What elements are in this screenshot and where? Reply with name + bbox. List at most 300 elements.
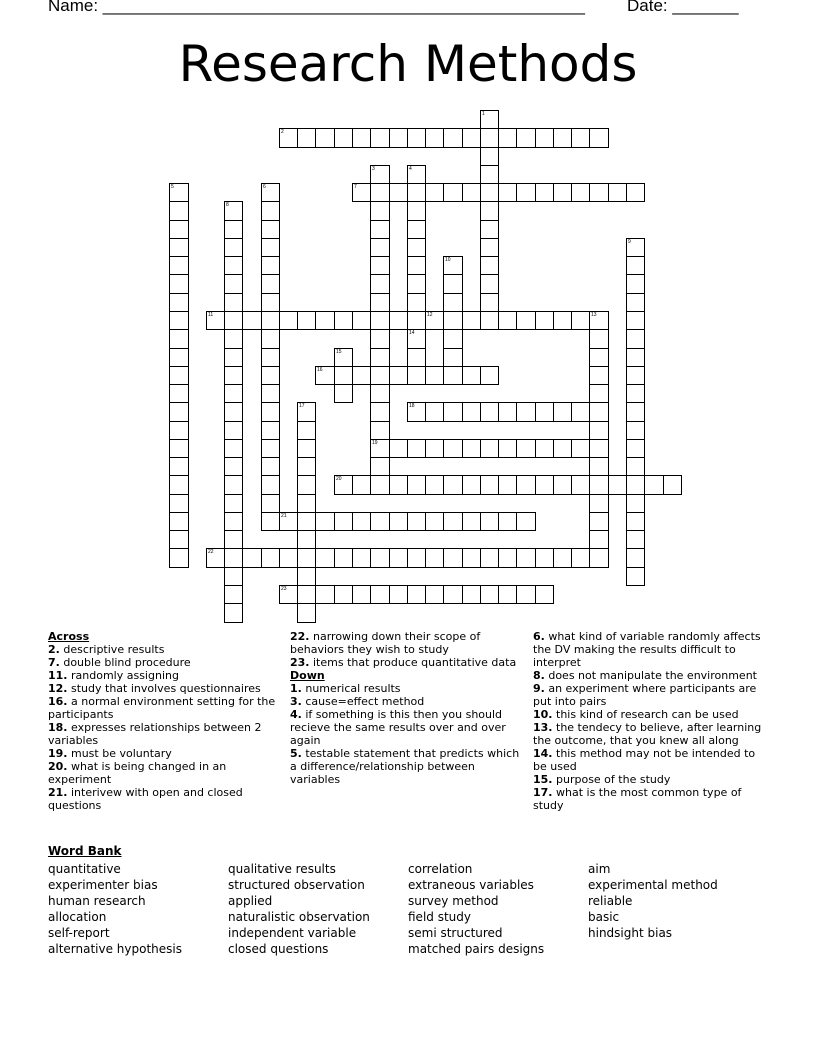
grid-cell[interactable] xyxy=(297,128,316,148)
grid-cell[interactable] xyxy=(407,165,426,184)
grid-cell[interactable] xyxy=(535,402,554,422)
grid-cell[interactable] xyxy=(480,293,499,312)
grid-cell[interactable] xyxy=(169,384,189,403)
grid-cell[interactable] xyxy=(169,512,189,531)
grid-cell[interactable] xyxy=(169,366,189,385)
grid-cell[interactable] xyxy=(480,201,499,221)
grid-cell[interactable] xyxy=(626,238,645,257)
grid-cell[interactable] xyxy=(443,329,463,349)
grid-cell[interactable] xyxy=(443,475,463,495)
grid-cell[interactable] xyxy=(224,384,243,403)
grid-cell[interactable] xyxy=(169,329,189,349)
grid-cell[interactable] xyxy=(535,183,554,202)
grid-cell[interactable] xyxy=(553,439,572,458)
grid-cell[interactable] xyxy=(206,311,225,330)
grid-cell[interactable] xyxy=(571,183,590,202)
grid-cell[interactable] xyxy=(169,548,189,568)
grid-cell[interactable] xyxy=(370,238,390,257)
grid-cell[interactable] xyxy=(626,183,645,202)
grid-cell[interactable] xyxy=(352,183,371,202)
grid-cell[interactable] xyxy=(370,183,390,202)
grid-cell[interactable] xyxy=(425,366,444,385)
grid-cell[interactable] xyxy=(297,567,316,586)
grid-cell[interactable] xyxy=(370,384,390,403)
grid-cell[interactable] xyxy=(626,256,645,275)
grid-cell[interactable] xyxy=(498,402,517,422)
grid-cell[interactable] xyxy=(297,311,316,330)
grid-cell[interactable] xyxy=(224,512,243,531)
grid-cell[interactable] xyxy=(279,585,298,604)
grid-cell[interactable] xyxy=(389,183,408,202)
grid-cell[interactable] xyxy=(169,421,189,440)
grid-cell[interactable] xyxy=(169,348,189,367)
grid-cell[interactable] xyxy=(334,512,353,531)
grid-cell[interactable] xyxy=(480,110,499,129)
grid-cell[interactable] xyxy=(224,457,243,476)
grid-cell[interactable] xyxy=(169,475,189,495)
grid-cell[interactable] xyxy=(352,475,371,495)
grid-cell[interactable] xyxy=(535,439,554,458)
grid-cell[interactable] xyxy=(571,402,590,422)
grid-cell[interactable] xyxy=(553,183,572,202)
grid-cell[interactable] xyxy=(443,274,463,294)
grid-cell[interactable] xyxy=(443,128,463,148)
grid-cell[interactable] xyxy=(535,311,554,330)
grid-cell[interactable] xyxy=(462,512,481,531)
grid-cell[interactable] xyxy=(626,494,645,513)
grid-cell[interactable] xyxy=(352,311,371,330)
grid-cell[interactable] xyxy=(443,348,463,367)
grid-cell[interactable] xyxy=(315,366,335,385)
grid-cell[interactable] xyxy=(462,402,481,422)
grid-cell[interactable] xyxy=(407,512,426,531)
grid-cell[interactable] xyxy=(224,548,243,568)
clue-text: this method may not be intended to be used xyxy=(533,747,756,773)
grid-cell[interactable] xyxy=(315,128,335,148)
grid-cell[interactable] xyxy=(535,128,554,148)
grid-cell[interactable] xyxy=(589,311,609,330)
grid-cell[interactable] xyxy=(516,439,536,458)
grid-cell[interactable] xyxy=(224,293,243,312)
grid-cell[interactable] xyxy=(516,475,536,495)
grid-cell[interactable] xyxy=(261,512,280,531)
grid-cell[interactable] xyxy=(370,220,390,239)
grid-cell[interactable] xyxy=(626,293,645,312)
grid-cell[interactable] xyxy=(389,512,408,531)
grid-cell[interactable] xyxy=(480,274,499,294)
grid-cell[interactable] xyxy=(480,475,499,495)
grid-cell[interactable] xyxy=(297,475,316,495)
grid-cell[interactable] xyxy=(516,402,536,422)
grid-cell[interactable] xyxy=(535,475,554,495)
grid-cell[interactable] xyxy=(553,311,572,330)
grid-cell[interactable] xyxy=(480,585,499,604)
grid-cell[interactable] xyxy=(334,366,353,385)
grid-cell[interactable] xyxy=(480,512,499,531)
clue-number: 4 xyxy=(409,166,412,172)
grid-cell[interactable] xyxy=(462,128,481,148)
grid-cell[interactable] xyxy=(626,421,645,440)
grid-cell[interactable] xyxy=(589,548,609,568)
grid-cell[interactable] xyxy=(297,530,316,549)
grid-cell[interactable] xyxy=(407,475,426,495)
grid-cell[interactable] xyxy=(462,183,481,202)
grid-cell[interactable] xyxy=(370,439,390,458)
grid-cell[interactable] xyxy=(370,548,390,568)
grid-cell[interactable] xyxy=(297,494,316,513)
grid-cell[interactable] xyxy=(206,548,225,568)
grid-cell[interactable] xyxy=(608,183,627,202)
grid-cell[interactable] xyxy=(462,439,481,458)
grid-cell[interactable] xyxy=(169,183,189,202)
grid-cell[interactable] xyxy=(571,439,590,458)
grid-cell[interactable] xyxy=(443,293,463,312)
grid-cell[interactable] xyxy=(224,494,243,513)
grid-cell[interactable] xyxy=(407,201,426,221)
grid-cell[interactable] xyxy=(407,220,426,239)
grid-cell[interactable] xyxy=(516,183,536,202)
grid-cell[interactable] xyxy=(370,475,390,495)
grid-cell[interactable] xyxy=(334,384,353,403)
grid-cell[interactable] xyxy=(352,366,371,385)
grid-cell[interactable] xyxy=(443,366,463,385)
grid-cell[interactable] xyxy=(334,311,353,330)
grid-cell[interactable] xyxy=(370,366,390,385)
grid-cell[interactable] xyxy=(169,530,189,549)
grid-cell[interactable] xyxy=(626,311,645,330)
grid-cell[interactable] xyxy=(425,128,444,148)
grid-cell[interactable] xyxy=(224,220,243,239)
grid-cell[interactable] xyxy=(407,128,426,148)
grid-cell[interactable] xyxy=(480,238,499,257)
grid-cell[interactable] xyxy=(169,201,189,221)
grid-cell[interactable] xyxy=(407,256,426,275)
grid-cell[interactable] xyxy=(261,274,280,294)
grid-cell[interactable] xyxy=(425,512,444,531)
grid-cell[interactable] xyxy=(334,348,353,367)
grid-cell[interactable] xyxy=(425,548,444,568)
grid-cell[interactable] xyxy=(261,439,280,458)
grid-cell[interactable] xyxy=(407,274,426,294)
grid-cell[interactable] xyxy=(261,348,280,367)
grid-cell[interactable] xyxy=(279,548,298,568)
grid-cell[interactable] xyxy=(370,293,390,312)
grid-cell[interactable] xyxy=(224,274,243,294)
grid-cell[interactable] xyxy=(352,548,371,568)
grid-cell[interactable] xyxy=(315,585,335,604)
page-title: Research Methods xyxy=(178,35,638,93)
grid-cell[interactable] xyxy=(297,585,316,604)
grid-cell[interactable] xyxy=(389,475,408,495)
grid-cell[interactable] xyxy=(261,293,280,312)
grid-cell[interactable] xyxy=(370,201,390,221)
grid-cell[interactable] xyxy=(261,494,280,513)
grid-cell[interactable] xyxy=(279,512,298,531)
grid-cell[interactable] xyxy=(407,548,426,568)
grid-cell[interactable] xyxy=(352,512,371,531)
grid-cell[interactable] xyxy=(315,512,335,531)
grid-cell[interactable] xyxy=(407,366,426,385)
grid-cell[interactable] xyxy=(224,256,243,275)
grid-cell[interactable] xyxy=(535,585,554,604)
grid-cell[interactable] xyxy=(498,183,517,202)
grid-cell[interactable] xyxy=(589,128,609,148)
grid-cell[interactable] xyxy=(498,512,517,531)
grid-cell[interactable] xyxy=(480,147,499,166)
grid-cell[interactable] xyxy=(589,530,609,549)
grid-cell[interactable] xyxy=(334,548,353,568)
grid-cell[interactable] xyxy=(480,256,499,275)
grid-cell[interactable] xyxy=(242,548,262,568)
grid-cell[interactable] xyxy=(407,348,426,367)
grid-cell[interactable] xyxy=(224,421,243,440)
grid-cell[interactable] xyxy=(297,457,316,476)
grid-cell[interactable] xyxy=(224,439,243,458)
grid-cell[interactable] xyxy=(261,457,280,476)
grid-cell[interactable] xyxy=(425,439,444,458)
grid-cell[interactable] xyxy=(224,585,243,604)
grid-cell[interactable] xyxy=(169,238,189,257)
grid-cell[interactable] xyxy=(315,548,335,568)
grid-cell[interactable] xyxy=(553,475,572,495)
grid-cell[interactable] xyxy=(462,548,481,568)
grid-cell[interactable] xyxy=(571,128,590,148)
grid-cell[interactable] xyxy=(224,201,243,221)
grid-cell[interactable] xyxy=(261,183,280,202)
grid-cell[interactable] xyxy=(462,585,481,604)
grid-cell[interactable] xyxy=(553,548,572,568)
grid-cell[interactable] xyxy=(589,329,609,349)
grid-cell[interactable] xyxy=(261,220,280,239)
grid-cell[interactable] xyxy=(589,348,609,367)
grid-cell[interactable] xyxy=(589,475,609,495)
grid-cell[interactable] xyxy=(553,402,572,422)
grid-cell[interactable] xyxy=(480,220,499,239)
grid-cell[interactable] xyxy=(224,366,243,385)
grid-cell[interactable] xyxy=(480,366,499,385)
grid-cell[interactable] xyxy=(169,256,189,275)
grid-cell[interactable] xyxy=(169,494,189,513)
grid-cell[interactable] xyxy=(480,439,499,458)
grid-cell[interactable] xyxy=(261,402,280,422)
grid-cell[interactable] xyxy=(389,585,408,604)
grid-cell[interactable] xyxy=(389,366,408,385)
grid-cell[interactable] xyxy=(297,548,316,568)
grid-cell[interactable] xyxy=(480,402,499,422)
grid-cell[interactable] xyxy=(589,494,609,513)
grid-cell[interactable] xyxy=(626,384,645,403)
grid-cell[interactable] xyxy=(224,238,243,257)
grid-cell[interactable] xyxy=(315,311,335,330)
grid-cell[interactable] xyxy=(224,603,243,623)
grid-cell[interactable] xyxy=(169,220,189,239)
grid-cell[interactable] xyxy=(443,585,463,604)
grid-cell[interactable] xyxy=(425,585,444,604)
grid-cell[interactable] xyxy=(589,183,609,202)
grid-cell[interactable] xyxy=(261,548,280,568)
grid-cell[interactable] xyxy=(644,475,664,495)
grid-cell[interactable] xyxy=(608,475,627,495)
grid-cell[interactable] xyxy=(443,311,463,330)
grid-cell[interactable] xyxy=(516,548,536,568)
grid-cell[interactable] xyxy=(626,329,645,349)
grid-cell[interactable] xyxy=(571,475,590,495)
grid-cell[interactable] xyxy=(626,548,645,568)
grid-cell[interactable] xyxy=(589,366,609,385)
grid-cell[interactable] xyxy=(443,512,463,531)
grid-cell[interactable] xyxy=(425,402,444,422)
grid-cell[interactable] xyxy=(498,128,517,148)
grid-cell[interactable] xyxy=(407,238,426,257)
grid-cell[interactable] xyxy=(279,128,298,148)
grid-cell[interactable] xyxy=(626,567,645,586)
grid-cell[interactable] xyxy=(370,585,390,604)
grid-cell[interactable] xyxy=(480,311,499,330)
grid-cell[interactable] xyxy=(261,421,280,440)
grid-cell[interactable] xyxy=(425,183,444,202)
grid-cell[interactable] xyxy=(480,548,499,568)
grid-cell[interactable] xyxy=(443,439,463,458)
grid-cell[interactable] xyxy=(498,439,517,458)
grid-cell[interactable] xyxy=(626,366,645,385)
grid-cell[interactable] xyxy=(224,348,243,367)
grid-cell[interactable] xyxy=(224,530,243,549)
grid-cell[interactable] xyxy=(425,475,444,495)
grid-cell[interactable] xyxy=(169,402,189,422)
grid-cell[interactable] xyxy=(498,475,517,495)
grid-cell[interactable] xyxy=(389,439,408,458)
grid-cell[interactable] xyxy=(224,475,243,495)
grid-cell[interactable] xyxy=(370,421,390,440)
grid-cell[interactable] xyxy=(261,475,280,495)
grid-cell[interactable] xyxy=(261,366,280,385)
grid-cell[interactable] xyxy=(279,311,298,330)
grid-cell[interactable] xyxy=(352,128,371,148)
grid-cell[interactable] xyxy=(480,183,499,202)
grid-cell[interactable] xyxy=(589,457,609,476)
grid-cell[interactable] xyxy=(389,311,408,330)
grid-cell[interactable] xyxy=(261,256,280,275)
grid-cell[interactable] xyxy=(626,457,645,476)
grid-cell[interactable] xyxy=(480,128,499,148)
grid-cell[interactable] xyxy=(516,512,536,531)
grid-cell[interactable] xyxy=(370,311,390,330)
grid-cell[interactable] xyxy=(370,329,390,349)
grid-cell[interactable] xyxy=(626,274,645,294)
grid-cell[interactable] xyxy=(224,329,243,349)
grid-cell[interactable] xyxy=(297,439,316,458)
grid-cell[interactable] xyxy=(224,311,243,330)
grid-cell[interactable] xyxy=(443,183,463,202)
grid-cell[interactable] xyxy=(169,311,189,330)
grid-cell[interactable] xyxy=(224,402,243,422)
grid-cell[interactable] xyxy=(169,274,189,294)
grid-cell[interactable] xyxy=(443,402,463,422)
grid-cell[interactable] xyxy=(407,329,426,349)
grid-cell[interactable] xyxy=(626,530,645,549)
grid-cell[interactable] xyxy=(407,439,426,458)
grid-cell[interactable] xyxy=(571,311,590,330)
grid-cell[interactable] xyxy=(425,311,444,330)
grid-cell[interactable] xyxy=(297,421,316,440)
grid-cell[interactable] xyxy=(389,128,408,148)
grid-cell[interactable] xyxy=(443,256,463,275)
grid-cell[interactable] xyxy=(261,201,280,221)
grid-cell[interactable] xyxy=(498,585,517,604)
grid-cell[interactable] xyxy=(352,585,371,604)
clue-number: 16 xyxy=(317,367,323,373)
grid-cell[interactable] xyxy=(297,512,316,531)
grid-cell[interactable] xyxy=(589,421,609,440)
grid-cell[interactable] xyxy=(334,475,353,495)
grid-cell[interactable] xyxy=(589,512,609,531)
grid-cell[interactable] xyxy=(370,165,390,184)
grid-cell[interactable] xyxy=(370,348,390,367)
grid-cell[interactable] xyxy=(370,128,390,148)
grid-cell[interactable] xyxy=(462,475,481,495)
grid-cell[interactable] xyxy=(370,457,390,476)
grid-cell[interactable] xyxy=(498,311,517,330)
grid-cell[interactable] xyxy=(407,293,426,312)
clue-number: 19 xyxy=(372,440,378,446)
grid-cell[interactable] xyxy=(553,128,572,148)
grid-cell[interactable] xyxy=(407,585,426,604)
grid-cell[interactable] xyxy=(462,311,481,330)
grid-cell[interactable] xyxy=(443,548,463,568)
grid-cell[interactable] xyxy=(407,183,426,202)
clue-text: study that involves questionnaires xyxy=(71,682,261,695)
grid-cell[interactable] xyxy=(297,603,316,623)
grid-cell[interactable] xyxy=(535,548,554,568)
grid-cell[interactable] xyxy=(334,128,353,148)
grid-cell[interactable] xyxy=(261,329,280,349)
grid-cell[interactable] xyxy=(589,439,609,458)
grid-cell[interactable] xyxy=(626,348,645,367)
grid-cell[interactable] xyxy=(589,384,609,403)
grid-cell[interactable] xyxy=(589,402,609,422)
grid-cell[interactable] xyxy=(334,585,353,604)
grid-cell[interactable] xyxy=(516,585,536,604)
grid-cell[interactable] xyxy=(480,165,499,184)
grid-cell[interactable] xyxy=(261,238,280,257)
grid-cell[interactable] xyxy=(389,548,408,568)
grid-cell[interactable] xyxy=(498,548,517,568)
grid-cell[interactable] xyxy=(407,402,426,422)
grid-cell[interactable] xyxy=(571,548,590,568)
grid-cell[interactable] xyxy=(261,311,280,330)
grid-cell[interactable] xyxy=(516,128,536,148)
grid-cell[interactable] xyxy=(462,366,481,385)
grid-cell[interactable] xyxy=(370,402,390,422)
grid-cell[interactable] xyxy=(663,475,682,495)
grid-cell[interactable] xyxy=(169,439,189,458)
grid-cell[interactable] xyxy=(261,384,280,403)
grid-cell[interactable] xyxy=(169,457,189,476)
grid-cell[interactable] xyxy=(370,256,390,275)
grid-cell[interactable] xyxy=(370,274,390,294)
grid-cell[interactable] xyxy=(242,311,262,330)
grid-cell[interactable] xyxy=(169,293,189,312)
grid-cell[interactable] xyxy=(626,475,645,495)
grid-cell[interactable] xyxy=(626,512,645,531)
grid-cell[interactable] xyxy=(370,512,390,531)
grid-cell[interactable] xyxy=(224,567,243,586)
grid-cell[interactable] xyxy=(626,439,645,458)
grid-cell[interactable] xyxy=(297,402,316,422)
grid-cell[interactable] xyxy=(626,402,645,422)
grid-cell[interactable] xyxy=(516,311,536,330)
clue-number: 22 xyxy=(208,549,214,555)
